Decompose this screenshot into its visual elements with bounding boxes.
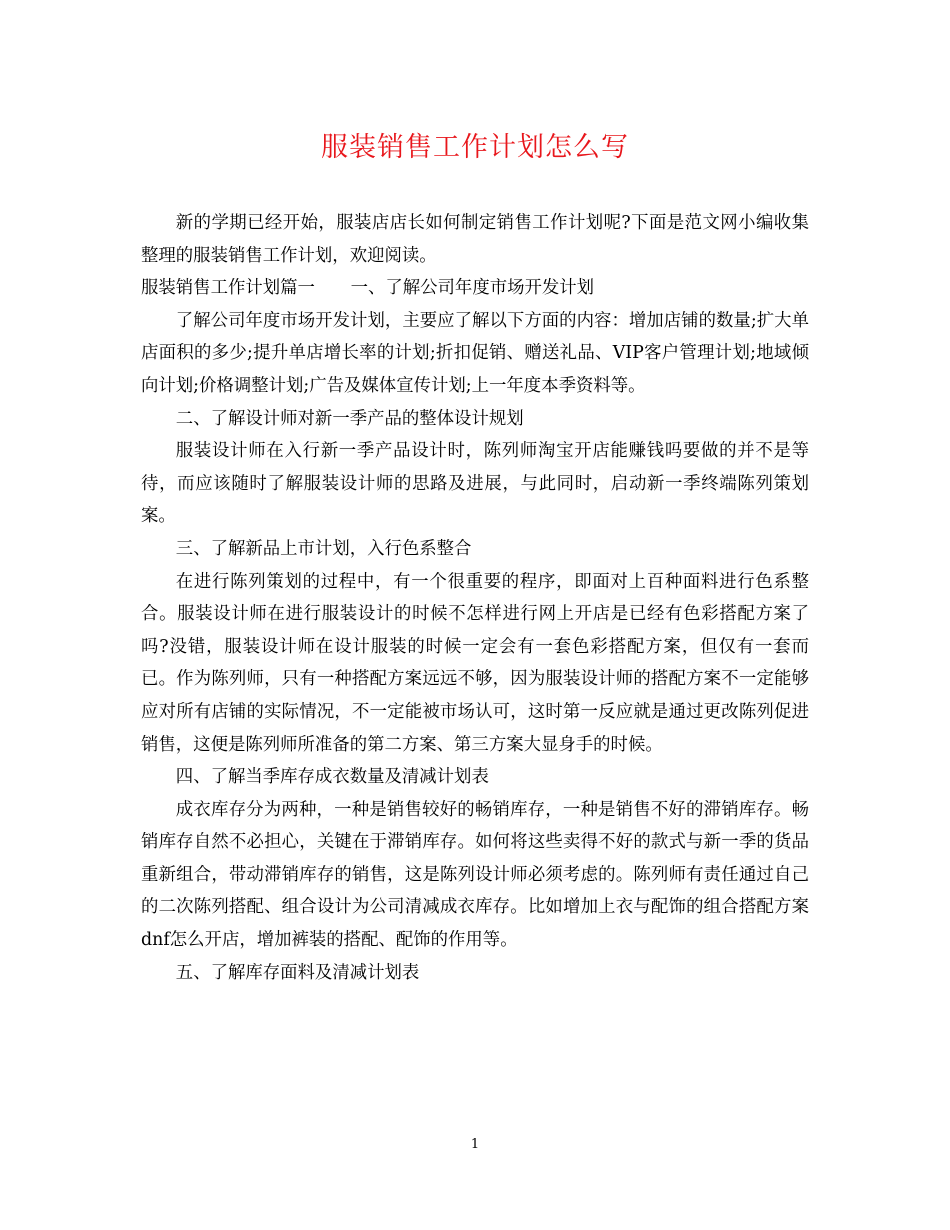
section-heading-line [141, 272, 809, 305]
paragraph-4: 成衣库存分为两种，一种是销售较好的畅销库存，一种是销售不好的滞销库存。畅销库存自然不必担心，关键在于滞销库存。如何将这些卖得不好的款式与新一季的货品重新组合，带动滞销库存的销售，这是陈列设计师必须考虑的。陈列师有责任通过自己的二次陈列搭配、组合设计为公司清减成衣库存。比如增加上衣与配饰的组合搭配方案dnf怎么开店，增加裤装的搭配、配饰的作用等。 [141, 799, 809, 951]
paragraph-3: 在进行陈列策划的过程中，有一个很重要的程序，即面对上百种面料进行色系整合。服装设计师在进行服装设计的时候不怎样进行网上开店是已经有色彩搭配方案了吗?没错，服装设计师在设计服装的时候一定会有一套色彩搭配方案，但仅有一套而已。作为陈列师，只有一种搭配方案远远不够，因为服装设计师的搭配方案不一定能够应对所有店铺的实际情况，不一定能被市场认可，这时第一反应就是通过更改陈列促进销售，这便是陈列师所准备的第二方案、第三方案大显身手的时候。 [141, 571, 809, 755]
document-title: 服装销售工作计划怎么写 [321, 132, 629, 163]
paragraph-1: 了解公司年度市场开发计划，主要应了解以下方面的内容：增加店铺的数量;扩大单店面积的多少;提升单店增长率的计划;折扣促销、赠送礼品、VIP客户管理计划;地域倾向计划;价格调整计划;广告及媒体宣传计划;上一年度本季资料等。 [141, 310, 809, 396]
paragraph-2: 服装设计师在入行新一季产品设计时，陈列师淘宝开店能赚钱吗要做的并不是等待，而应该随时了解服装设计师的思路及进展，与此同时，启动新一季终端陈列策划案。 [141, 441, 809, 527]
section-heading-4: 四、了解当季库存成衣数量及清减计划表 [175, 767, 489, 788]
section-heading-5: 五、了解库存面料及清减计划表 [175, 962, 420, 983]
page-number: 1 [470, 1137, 480, 1152]
section-heading-1: 一、了解公司年度市场开发计划 [350, 278, 595, 299]
document-body [141, 207, 809, 989]
plan-part-label: 服装销售工作计划篇一 [141, 278, 315, 299]
section-heading-2: 二、了解设计师对新一季产品的整体设计规划 [175, 408, 524, 429]
section-heading-3: 三、了解新品上市计划，入行色系整合 [175, 538, 472, 559]
intro-paragraph: 新的学期已经开始，服装店店长如何制定销售工作计划呢?下面是范文网小编收集整理的服装销售工作计划，欢迎阅读。 [141, 213, 809, 266]
